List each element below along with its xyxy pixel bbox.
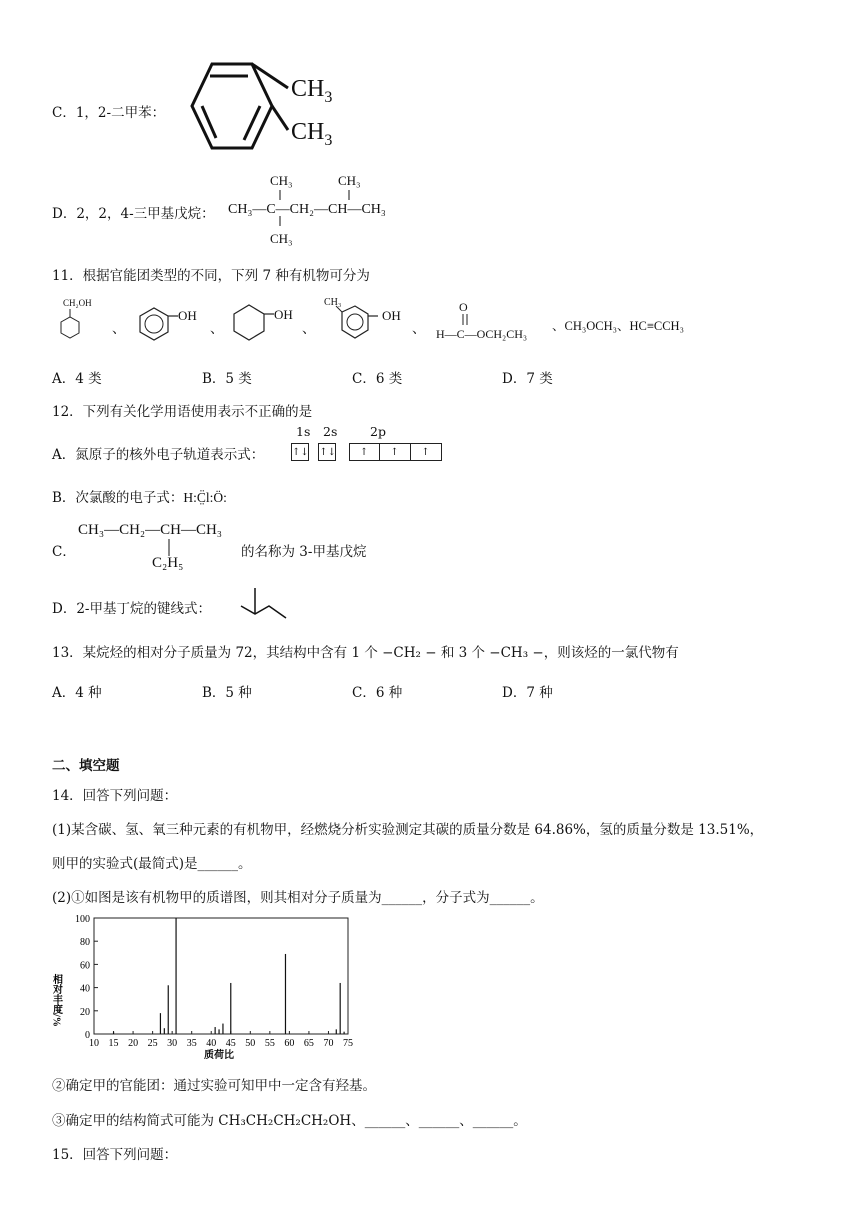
phenol-structure: [134, 302, 184, 346]
chart-ylabel: 相对丰度/%: [50, 974, 62, 1027]
x-tick-label: 45: [225, 1038, 236, 1049]
orbital-label-2p: 2p: [370, 424, 386, 439]
q13-option-b[interactable]: B．5 种: [202, 685, 252, 701]
q14-part2-step2: ②确定甲的官能团：通过实验可知甲中一定含有羟基。: [52, 1078, 376, 1094]
q11-option-d[interactable]: D．7 类: [502, 371, 553, 387]
cresol-oh: OH: [382, 308, 401, 323]
q11-separator: 、: [210, 321, 224, 337]
y-tick-label: 100: [75, 914, 90, 925]
q12-c-main-chain: CH₃—CH₂—CH—CH₃: [78, 522, 223, 538]
orbital-diagram: [291, 443, 442, 461]
q12-option-b-label: B．次氯酸的电子式：H:C̤̈l:Ö:: [52, 490, 227, 506]
q11-option-c[interactable]: C．6 类: [352, 371, 403, 387]
x-tick-label: 55: [264, 1038, 275, 1049]
q11-separator: 、: [112, 321, 126, 337]
x-tick-label: 35: [186, 1038, 197, 1049]
q10-d-main-chain: CH₃—C—CH₂—CH—CH₃: [228, 202, 386, 217]
benzyl-ch2oh-label: CH₂OH: [63, 298, 92, 308]
orbital-2p-3: ↑: [411, 443, 442, 461]
q11-option-a[interactable]: A．4 类: [52, 371, 102, 387]
phenol-oh: OH: [178, 308, 197, 323]
x-tick-label: 50: [245, 1038, 256, 1049]
y-tick-label: 0: [85, 1030, 90, 1041]
y-tick-label: 60: [80, 960, 90, 972]
q11-separator: 、: [412, 321, 426, 337]
q12-option-c-label: C．: [52, 544, 76, 560]
x-tick-label: 20: [128, 1038, 139, 1049]
q11-separator: 、: [302, 321, 316, 337]
x-tick-label: 25: [147, 1038, 158, 1049]
q10-option-d-label: D．2，2，4-三甲基戊烷：: [52, 206, 215, 222]
orbital-2s: ↑↓: [318, 443, 336, 461]
ester-carbonyl-o: O: [459, 300, 468, 314]
cyclohexanol-oh: OH: [274, 307, 293, 322]
hclo-electron-formula: H:C̤̈l:Ö:: [183, 490, 227, 505]
orbital-1s: ↑↓: [291, 443, 309, 461]
x-tick-label: 15: [108, 1038, 119, 1049]
o-xylene-ch3-top: $CH_3$: [291, 76, 333, 106]
x-tick-label: 10: [89, 1038, 99, 1049]
q10-d-top-ch3-2: CH₃: [338, 173, 361, 188]
q11-tail-formulas: 、CH₃OCH₃、HC≡CCH₃: [552, 319, 684, 333]
q11-stem: 11．根据官能团类型的不同，下列 7 种有机物可分为: [52, 268, 370, 284]
cresol-ch3: CH₃: [324, 297, 342, 308]
q13-option-c[interactable]: C．6 种: [352, 685, 403, 701]
orbital-label-1s: 1s: [296, 424, 311, 439]
q12-option-a-label: A．氮原子的核外电子轨道表示式：: [52, 447, 265, 463]
ester-chain: H—C—OCH₂CH₃: [436, 327, 528, 341]
q14-part2-step3: ③确定甲的结构简式可能为 CH₃CH₂CH₂CH₂OH、______、______、______。: [52, 1113, 527, 1129]
chart-xlabel: 质荷比: [204, 1050, 234, 1061]
x-tick-label: 65: [303, 1038, 314, 1049]
q13-option-d[interactable]: D．7 种: [502, 685, 553, 701]
q14-part1-line1: (1)某含碳、氢、氧三种元素的有机物甲，经燃烧分析实验测定其碳的质量分数是 64.86%，氢的质量分数是 13.51%，: [52, 822, 764, 838]
x-tick-label: 75: [343, 1038, 353, 1049]
x-tick-label: 30: [167, 1038, 178, 1049]
q12-c-tail: 的名称为 3-甲基戊烷: [241, 544, 367, 560]
x-tick-label: 70: [323, 1038, 334, 1049]
m-cresol-structure: [330, 306, 386, 348]
cyclohexanol-structure: [228, 300, 280, 346]
q10-d-bottom-ch3: CH₃: [270, 231, 293, 246]
q14-part2: (2)①如图是该有机物甲的质谱图，则其相对分子质量为______，分子式为______。: [52, 890, 544, 906]
x-tick-label: 60: [284, 1038, 295, 1049]
q14-stem: 14．回答下列问题：: [52, 788, 178, 804]
q15-stem: 15．回答下列问题：: [52, 1147, 178, 1163]
x-tick-label: 40: [206, 1038, 217, 1049]
mass-spectrum-chart: [52, 910, 362, 1060]
q13-option-a[interactable]: A．4 种: [52, 685, 102, 701]
q10-d-top-ch3-1: CH₃: [270, 173, 293, 188]
q12-stem: 12．下列有关化学用语使用表示不正确的是: [52, 404, 313, 420]
ester-double-bond: [460, 313, 472, 327]
skeletal-formula-2-methylbutane: [238, 584, 294, 624]
q12-option-d-label: D．2-甲基丁烷的键线式：: [52, 601, 211, 617]
orbital-label-2s: 2s: [323, 424, 338, 439]
chart-frame: [94, 918, 348, 1034]
orbital-2p-2: ↑: [380, 443, 411, 461]
y-tick-label: 40: [80, 983, 90, 995]
orbital-2p-1: ↑: [349, 443, 380, 461]
o-xylene-ch3-bottom: $CH_3$: [291, 119, 333, 149]
q10-option-c-label: C．1，2-二甲苯：: [52, 105, 166, 121]
q11-option-b[interactable]: B．5 类: [202, 371, 252, 387]
section-title: 二、填空题: [52, 758, 120, 774]
q14-part1-line2: 则甲的实验式(最简式)是______。: [52, 856, 252, 872]
q13-stem: 13．某烷烃的相对分子质量为 72，其结构中含有 1 个 −CH₂ − 和 3 个 −CH₃ −，则该烃的一氯代物有: [52, 645, 679, 661]
q12-c-branch: C₂H₅: [152, 555, 184, 571]
y-tick-label: 20: [80, 1006, 90, 1018]
y-tick-label: 80: [80, 937, 90, 949]
